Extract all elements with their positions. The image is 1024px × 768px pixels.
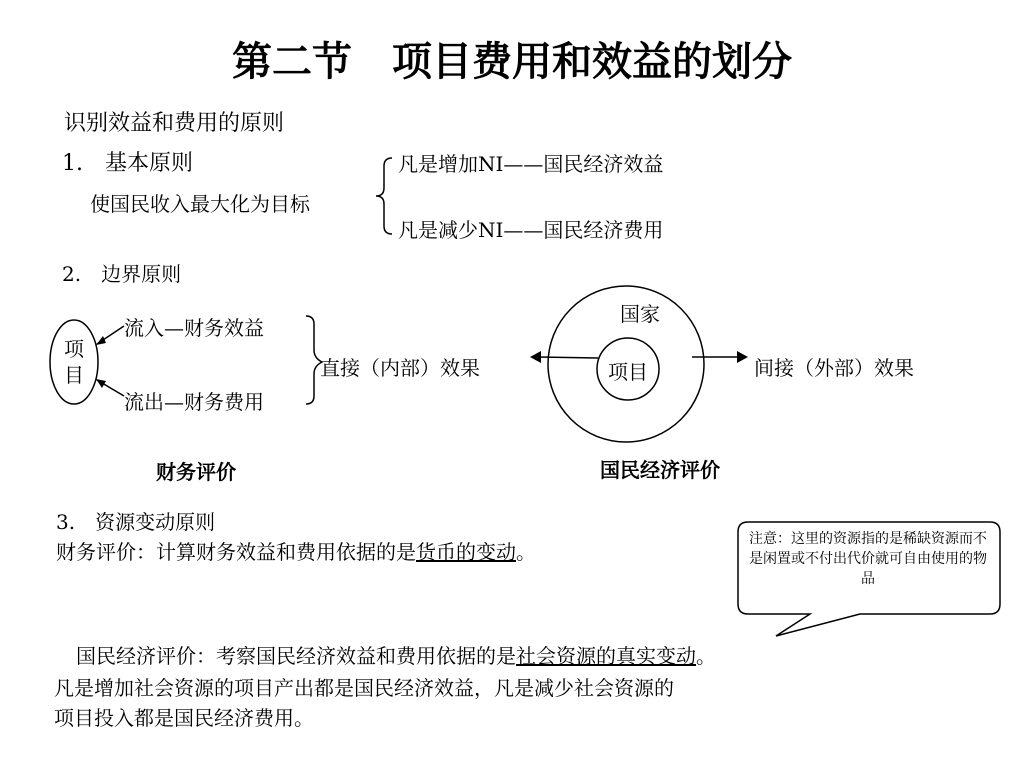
indirect-effect-label: 间接（外部）效果 (754, 356, 914, 380)
maximize-income-goal: 使国民收入最大化为目标 (90, 192, 310, 216)
project-vertical-label: 项目 (64, 337, 84, 387)
basic-principle-label: 1. 基本原则 (62, 151, 193, 176)
national-basis-suffix: 。 (696, 644, 716, 668)
national-basis-sentence (76, 640, 716, 669)
national-basis-prefix: 国民经济评价：考察国民经济效益和费用依据的是 (76, 644, 516, 668)
resource-change-principle-label: 3. 资源变动原则 (56, 510, 216, 534)
country-label: 国家 (620, 302, 660, 326)
outflow-label: 流出—财务费用 (124, 390, 264, 414)
inflow-label: 流入—财务效益 (124, 316, 264, 340)
money-change-term: 货币的变动 (416, 540, 516, 564)
financial-evaluation-label: 财务评价 (156, 460, 236, 484)
benefit-rule: 凡是增加NI——国民经济效益 (398, 152, 664, 176)
page-title: 第二节 项目费用和效益的划分 (232, 39, 792, 85)
real-resource-change-term: 社会资源的真实变动 (516, 644, 696, 668)
scarce-resource-note: 注意：这里的资源指的是稀缺资源而不是闲置或不付出代价就可自由使用的物品 (749, 531, 987, 587)
indirect-arrowhead (737, 351, 748, 363)
project-center-label: 项目 (608, 360, 648, 384)
brace-basic (376, 158, 392, 234)
financial-basis-sentence (56, 536, 536, 565)
cost-rule: 凡是减少NI——国民经济费用 (398, 218, 664, 242)
national-evaluation-label: 国民经济评价 (600, 458, 720, 482)
inflow-arrowhead (96, 336, 106, 345)
direct-arrow (538, 357, 598, 358)
direct-arrowhead (530, 351, 541, 363)
resource-increase-sentence: 凡是增加社会资源的项目产出都是国民经济效益，凡是减少社会资源的 (54, 676, 674, 700)
principles-heading: 识别效益和费用的原则 (64, 111, 285, 136)
financial-basis-suffix: 。 (516, 540, 536, 564)
resource-decrease-sentence: 项目投入都是国民经济费用。 (54, 706, 314, 730)
financial-basis-prefix: 财务评价：计算财务效益和费用依据的是 (56, 540, 416, 564)
boundary-principle-label: 2. 边界原则 (62, 262, 182, 286)
direct-effect-label: 直接（内部）效果 (320, 356, 480, 380)
outflow-arrowhead (96, 379, 106, 388)
